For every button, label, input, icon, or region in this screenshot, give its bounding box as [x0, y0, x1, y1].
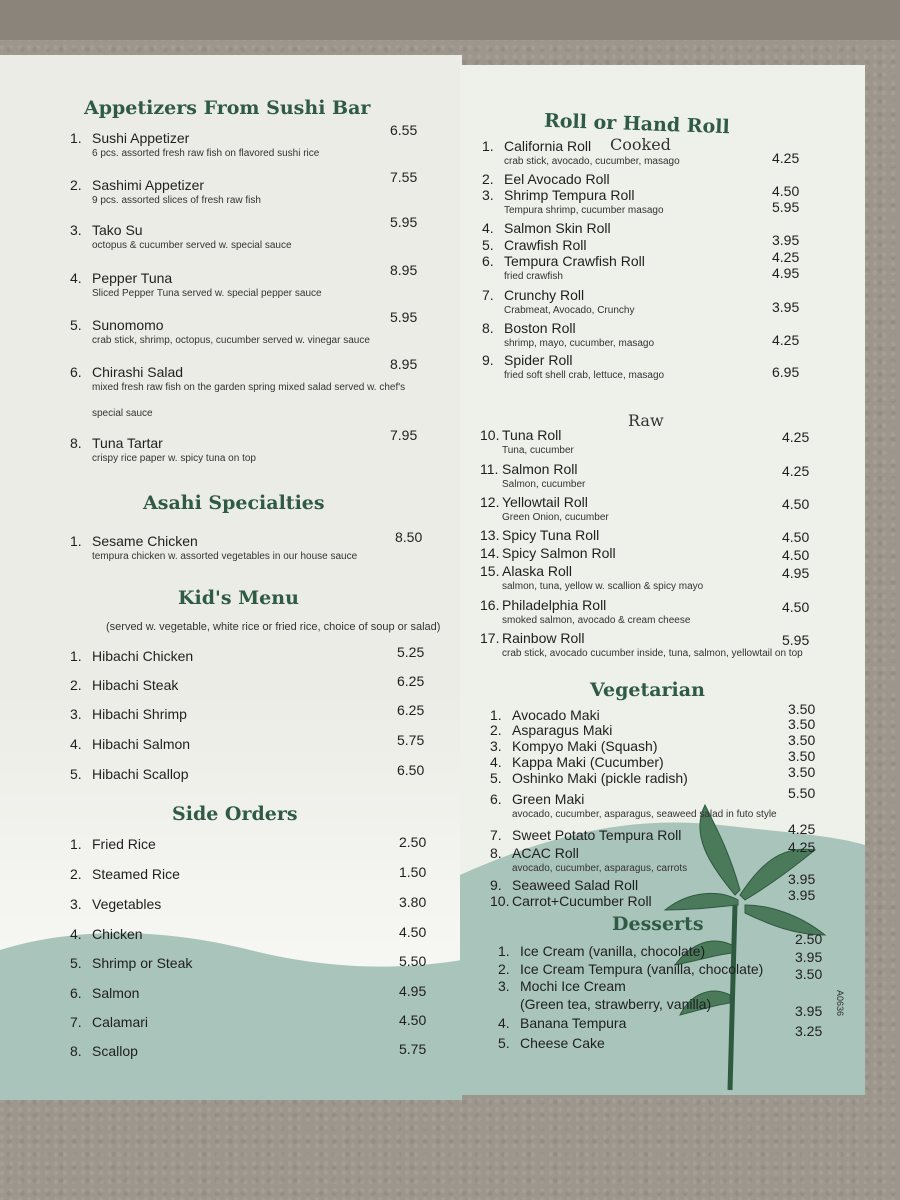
item-description: crab stick, shrimp, octopus, cucumber served w. vinegar sauce — [92, 335, 370, 346]
menu-item — [482, 287, 584, 305]
item-name: Yellowtail Roll — [502, 494, 588, 510]
item-number: 1. — [482, 138, 494, 154]
item-price: 5.75 — [397, 732, 425, 748]
menu-item — [482, 320, 576, 338]
item-name: Mochi Ice Cream — [520, 978, 626, 994]
item-name: Carrot+Cucumber Roll — [512, 893, 652, 909]
item-number: 7. — [482, 287, 494, 303]
item-number: 2. — [482, 171, 494, 187]
item-number: 9. — [482, 352, 494, 368]
item-name-detail: (Green tea, strawberry, vanilla) — [520, 996, 712, 1012]
item-number: 3. — [70, 706, 82, 722]
item-price: 3.50 — [788, 701, 816, 717]
menu-item — [70, 130, 189, 148]
item-name: California Roll — [504, 138, 592, 154]
item-name: Kappa Maki (Cucumber) — [512, 754, 664, 770]
raw-label: Raw — [628, 411, 664, 430]
item-number: 17. — [480, 630, 500, 646]
menu-item — [480, 461, 577, 479]
item-number: 5. — [482, 237, 494, 253]
item-number: 2. — [70, 866, 82, 882]
print-code: A0636 — [835, 990, 845, 1017]
item-price: 3.80 — [399, 894, 427, 910]
item-price: 4.50 — [782, 547, 810, 563]
cooked-label: Cooked — [610, 135, 671, 154]
item-price: 4.25 — [782, 429, 810, 445]
item-number: 8. — [70, 1043, 82, 1059]
item-name: Eel Avocado Roll — [504, 171, 610, 187]
item-price: 3.95 — [788, 871, 816, 887]
item-name: Spicy Tuna Roll — [502, 527, 600, 543]
appetizers-title: Appetizers From Sushi Bar — [84, 97, 371, 119]
item-number: 10. — [480, 427, 500, 443]
item-name: Green Maki — [512, 791, 585, 807]
item-price: 1.50 — [399, 864, 427, 880]
item-number: 1. — [490, 707, 502, 723]
item-number: 5. — [70, 317, 82, 333]
item-number: 1. — [70, 130, 82, 146]
item-name: Tako Su — [92, 222, 143, 238]
item-name: Hibachi Shrimp — [92, 706, 187, 722]
item-name: Scallop — [92, 1043, 138, 1059]
item-price: 5.50 — [788, 785, 816, 801]
menu-item — [70, 1014, 148, 1032]
item-number: 1. — [70, 648, 82, 664]
item-price: 3.50 — [788, 716, 816, 732]
item-name: Fried Rice — [92, 836, 156, 852]
item-description: Green Onion, cucumber — [502, 512, 609, 523]
item-description: special sauce — [92, 408, 153, 419]
item-price: 5.75 — [399, 1041, 427, 1057]
item-name: Pepper Tuna — [92, 270, 173, 286]
item-description: crab stick, avocado, cucumber, masago — [504, 156, 680, 167]
item-name: Salmon — [92, 985, 140, 1001]
item-name: Sunomomo — [92, 317, 164, 333]
menu-item — [482, 187, 634, 205]
menu-right-panel — [460, 65, 865, 1095]
item-description: mixed fresh raw fish on the garden spring mixed salad served w. chef's — [92, 382, 406, 393]
menu-item — [482, 352, 572, 370]
item-name: Cheese Cake — [520, 1035, 605, 1051]
item-description: shrimp, mayo, cucumber, masago — [504, 338, 655, 349]
item-name: Salmon Roll — [502, 461, 578, 477]
menu-item — [482, 138, 591, 156]
item-name: Calamari — [92, 1014, 149, 1030]
item-price: 6.95 — [772, 364, 800, 380]
item-number: 3. — [70, 896, 82, 912]
item-number: 4. — [70, 736, 82, 752]
menu-item — [490, 845, 579, 863]
item-name: Tempura Crawfish Roll — [504, 253, 645, 269]
item-price: 8.95 — [390, 262, 418, 278]
vegetarian-title: Vegetarian — [590, 679, 705, 701]
item-price: 4.95 — [782, 565, 810, 581]
item-number: 5. — [490, 770, 502, 786]
item-price: 4.25 — [772, 332, 800, 348]
item-price: 4.25 — [772, 249, 800, 265]
item-number: 15. — [480, 563, 500, 579]
item-number: 6. — [490, 791, 502, 807]
item-description: crispy rice paper w. spicy tuna on top — [92, 453, 256, 464]
item-price: 4.50 — [772, 183, 800, 199]
item-description: octopus & cucumber served w. special sauce — [92, 240, 292, 251]
menu-item — [480, 427, 561, 445]
item-name: Sushi Appetizer — [92, 130, 190, 146]
item-name: Shrimp or Steak — [92, 955, 193, 971]
item-name: Hibachi Chicken — [92, 648, 194, 664]
menu-item — [498, 978, 626, 996]
item-price: 5.50 — [399, 953, 427, 969]
menu-item — [490, 770, 688, 788]
item-name: Spider Roll — [504, 352, 573, 368]
specialties-title: Asahi Specialties — [143, 492, 325, 514]
item-price: 4.95 — [772, 265, 800, 281]
item-number: 7. — [70, 1014, 82, 1030]
kids-menu-note: (served w. vegetable, white rice or fried rice, choice of soup or salad) — [106, 621, 441, 633]
item-description: 9 pcs. assorted slices of fresh raw fish — [92, 195, 261, 206]
item-description: Crabmeat, Avocado, Crunchy — [504, 305, 635, 316]
menu-item — [480, 563, 572, 581]
item-name: Steamed Rice — [92, 866, 180, 882]
item-number: 8. — [482, 320, 494, 336]
item-number: 3. — [482, 187, 494, 203]
item-price: 4.50 — [399, 924, 427, 940]
item-price: 7.55 — [390, 169, 418, 185]
item-name: Sesame Chicken — [92, 533, 198, 549]
item-name: Tuna Roll — [502, 427, 562, 443]
menu-item — [70, 896, 161, 914]
item-price: 3.50 — [788, 764, 816, 780]
item-description: Tuna, cucumber — [502, 445, 574, 456]
kids-menu-title: Kid's Menu — [178, 587, 299, 609]
item-price: 6.50 — [397, 762, 425, 778]
menu-item — [480, 630, 584, 648]
item-number: 3. — [490, 738, 502, 754]
item-number: 6. — [482, 253, 494, 269]
item-price: 8.95 — [390, 356, 418, 372]
item-name: Crawfish Roll — [504, 237, 587, 253]
item-price: 3.95 — [772, 299, 800, 315]
menu-item — [70, 177, 204, 195]
menu-item — [70, 222, 143, 240]
item-number: 4. — [498, 1015, 510, 1031]
desserts-title: Desserts — [612, 913, 704, 935]
item-price: 3.95 — [795, 949, 823, 965]
item-name: Sashimi Appetizer — [92, 177, 205, 193]
item-price: 4.50 — [782, 599, 810, 615]
item-name: Hibachi Steak — [92, 677, 179, 693]
item-name: Rainbow Roll — [502, 630, 585, 646]
item-name: Hibachi Salmon — [92, 736, 191, 752]
item-name: Boston Roll — [504, 320, 576, 336]
item-number: 6. — [70, 364, 82, 380]
item-price: 5.25 — [397, 644, 425, 660]
menu-item — [70, 706, 187, 724]
menu-item — [70, 736, 190, 754]
menu-item — [498, 1015, 626, 1033]
menu-item — [70, 766, 189, 784]
menu-item — [70, 435, 163, 453]
item-number: 2. — [498, 961, 510, 977]
item-number: 3. — [498, 978, 510, 994]
item-price: 3.50 — [788, 732, 816, 748]
item-price: 4.25 — [788, 839, 816, 855]
menu-item — [480, 527, 599, 545]
item-price: 5.95 — [782, 632, 810, 648]
item-description: Sliced Pepper Tuna served w. special pepper sauce — [92, 288, 322, 299]
menu-item — [490, 893, 652, 911]
item-number: 13. — [480, 527, 500, 543]
side-orders-title: Side Orders — [172, 803, 298, 825]
item-name: ACAC Roll — [512, 845, 579, 861]
menu-item — [480, 597, 606, 615]
item-name: Ice Cream (vanilla, chocolate) — [520, 943, 706, 959]
item-price: 4.50 — [399, 1012, 427, 1028]
item-name: Kompyo Maki (Squash) — [512, 738, 658, 754]
menu-item — [70, 533, 198, 551]
item-price: 3.95 — [772, 232, 800, 248]
item-name: Seaweed Salad Roll — [512, 877, 639, 893]
item-price: 7.95 — [390, 427, 418, 443]
item-name: Banana Tempura — [520, 1015, 627, 1031]
menu-item — [480, 494, 588, 512]
item-name: Vegetables — [92, 896, 162, 912]
menu-item — [70, 270, 172, 288]
item-name: Salmon Skin Roll — [504, 220, 611, 236]
menu-left-panel — [0, 55, 462, 1100]
item-number: 1. — [70, 836, 82, 852]
item-price: 4.25 — [782, 463, 810, 479]
menu-item — [498, 961, 763, 979]
item-name: Philadelphia Roll — [502, 597, 607, 613]
item-number: 3. — [70, 222, 82, 238]
item-price: 5.95 — [772, 199, 800, 215]
item-price: 3.95 — [788, 887, 816, 903]
item-name: Avocado Maki — [512, 707, 600, 723]
item-description: avocado, cucumber, asparagus, seaweed salad in futo style — [512, 809, 777, 820]
item-description: 6 pcs. assorted fresh raw fish on flavored sushi rice — [92, 148, 320, 159]
item-number: 2. — [70, 677, 82, 693]
item-number: 5. — [498, 1035, 510, 1051]
menu-item — [482, 220, 611, 238]
item-name: Tuna Tartar — [92, 435, 163, 451]
item-price: 3.25 — [795, 1023, 823, 1039]
item-price: 6.25 — [397, 702, 425, 718]
item-description: fried soft shell crab, lettuce, masago — [504, 370, 665, 381]
item-price: 3.95 — [795, 1003, 823, 1019]
item-number: 8. — [70, 435, 82, 451]
item-price: 2.50 — [795, 931, 823, 947]
item-description: crab stick, avocado cucumber inside, tuna, salmon, yellowtail on top — [502, 648, 803, 659]
item-number: 4. — [482, 220, 494, 236]
item-name: Ice Cream Tempura (vanilla, chocolate) — [520, 961, 764, 977]
menu-item — [498, 943, 705, 961]
item-number: 5. — [70, 766, 82, 782]
item-price: 8.50 — [395, 529, 423, 545]
menu-item — [70, 836, 156, 854]
item-number: 1. — [70, 533, 82, 549]
item-name: Hibachi Scallop — [92, 766, 189, 782]
rolls-title: Roll or Hand Roll — [543, 109, 731, 139]
menu-item — [70, 317, 164, 335]
item-description: smoked salmon, avocado & cream cheese — [502, 615, 691, 626]
item-price: 3.50 — [795, 966, 823, 982]
menu-item — [480, 545, 616, 563]
item-price: 5.95 — [390, 309, 418, 325]
item-price: 2.50 — [399, 834, 427, 850]
menu-item — [70, 955, 192, 973]
menu-item — [70, 677, 178, 695]
item-name: Shrimp Tempura Roll — [504, 187, 635, 203]
menu-item — [490, 827, 681, 845]
menu-item — [70, 364, 183, 382]
item-price: 4.50 — [782, 529, 810, 545]
item-description: Salmon, cucumber — [502, 479, 586, 490]
item-price: 4.95 — [399, 983, 427, 999]
menu-item — [490, 791, 584, 809]
item-description: avocado, cucumber, asparagus, carrots — [512, 863, 688, 874]
item-number: 11. — [480, 461, 499, 477]
menu-item — [70, 866, 180, 884]
item-number: 5. — [70, 955, 82, 971]
item-price: 4.25 — [788, 821, 816, 837]
item-price: 3.50 — [788, 748, 816, 764]
item-description: tempura chicken w. assorted vegetables in our house sauce — [92, 551, 358, 562]
item-number: 1. — [498, 943, 510, 959]
menu-item — [70, 985, 139, 1003]
item-name: Sweet Potato Tempura Roll — [512, 827, 682, 843]
item-number: 2. — [70, 177, 82, 193]
item-number: 9. — [490, 877, 502, 893]
item-number: 2. — [490, 722, 502, 738]
item-price: 6.55 — [390, 122, 418, 138]
menu-item — [482, 253, 645, 271]
item-name: Oshinko Maki (pickle radish) — [512, 770, 688, 786]
item-name: Asparagus Maki — [512, 722, 613, 738]
item-number: 6. — [70, 985, 82, 1001]
menu-item — [70, 648, 193, 666]
item-price: 6.25 — [397, 673, 425, 689]
item-price: 4.50 — [782, 496, 810, 512]
item-name: Chicken — [92, 926, 143, 942]
item-number: 4. — [70, 270, 82, 286]
item-number: 14. — [480, 545, 500, 561]
item-number: 4. — [70, 926, 82, 942]
item-number: 12. — [480, 494, 500, 510]
item-number: 4. — [490, 754, 502, 770]
item-description: salmon, tuna, yellow w. scallion & spicy mayo — [502, 581, 704, 592]
countertop-top — [0, 0, 900, 40]
menu-item — [498, 1035, 605, 1053]
item-name: Crunchy Roll — [504, 287, 585, 303]
item-number: 7. — [490, 827, 502, 843]
item-number: 16. — [480, 597, 500, 613]
item-description: Tempura shrimp, cucumber masago — [504, 205, 664, 216]
item-number: 8. — [490, 845, 502, 861]
item-price: 5.95 — [390, 214, 418, 230]
item-name: Spicy Salmon Roll — [502, 545, 616, 561]
item-number: 10. — [490, 893, 510, 909]
menu-item — [70, 1043, 138, 1061]
item-name: Chirashi Salad — [92, 364, 184, 380]
item-description: fried crawfish — [504, 271, 563, 282]
item-name: Alaska Roll — [502, 563, 573, 579]
menu-item — [70, 926, 143, 944]
item-price: 4.25 — [772, 150, 800, 166]
